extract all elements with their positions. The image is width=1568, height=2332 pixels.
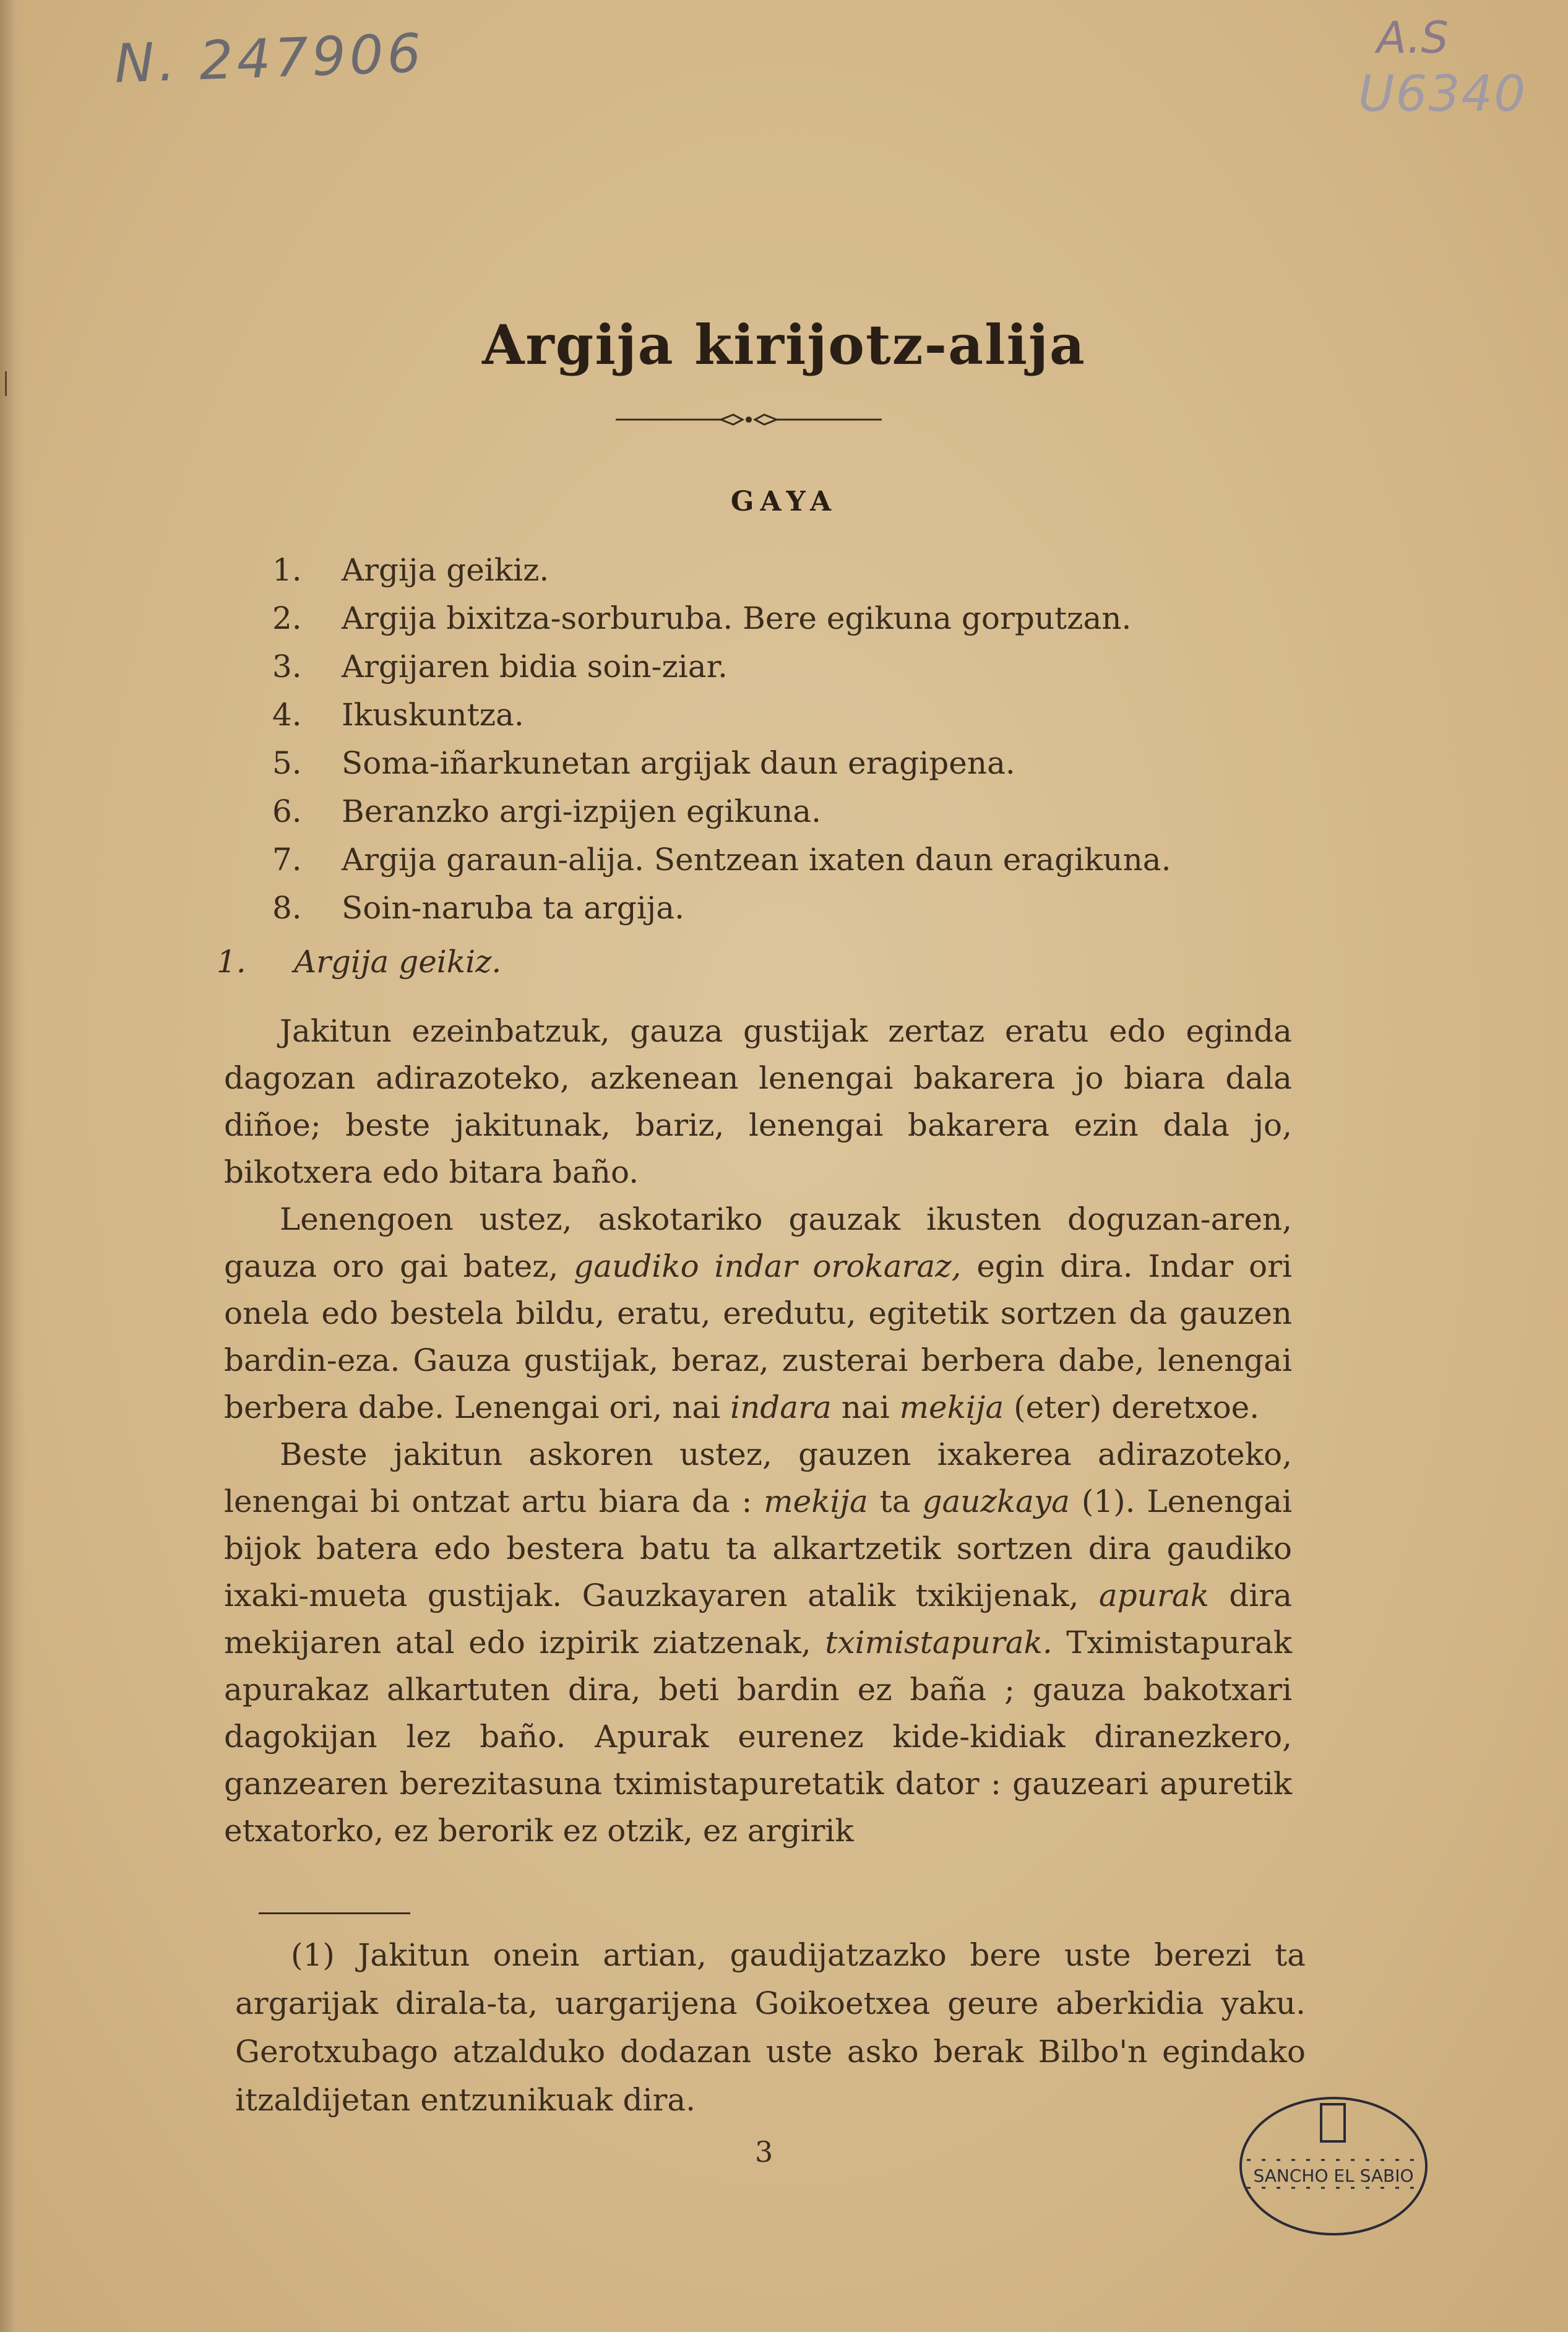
- italic-term: mekija: [764, 1483, 868, 1519]
- table-of-contents: [272, 546, 1171, 932]
- toc-number: 3.: [272, 649, 302, 684]
- toc-text: Argija garaun-alija. Sentzean ixaten daun eragikuna.: [342, 842, 1171, 878]
- library-stamp: [1228, 2092, 1439, 2240]
- text-run: ta: [868, 1483, 923, 1519]
- italic-term: gauzkaya: [922, 1483, 1070, 1519]
- handwritten-code-top: A.S: [1377, 12, 1449, 63]
- toc-text: Argija bixitza-sorburuba. Bere egikuna gorputzan.: [342, 600, 1132, 636]
- toc-text: Ikuskuntza.: [342, 697, 524, 733]
- italic-term: tximistapurak.: [825, 1625, 1053, 1660]
- paragraph: [224, 1431, 1292, 1854]
- toc-number: 4.: [272, 697, 302, 733]
- paragraph: Jakitun ezeinbatzuk, gauza gustijak zertaz eratu edo eginda dagozan adirazoteko, azkenean lenengai bakarera jo biara dala diñoe; beste jakitunak, bariz, lenengai bakarera ezin dala jo, bikotxera edo bitara baño.: [224, 1013, 1292, 1190]
- handwritten-shelf-number: N. 247906: [113, 22, 426, 95]
- toc-text: Argija geikiz.: [342, 552, 549, 588]
- toc-text: Beranzko argi-izpijen egikuna.: [342, 793, 821, 829]
- title-ornament: [616, 413, 882, 426]
- contents-heading: GAYA: [730, 486, 838, 517]
- toc-item: [272, 546, 1171, 594]
- toc-item: [272, 642, 1171, 691]
- toc-item: [272, 691, 1171, 739]
- footnote: (1) Jakitun onein artian, gaudijatzazko bere uste berezi ta argarijak dirala-ta, uargarijena Goikoetxea geure aberkidia yaku. Gerotxubago atzalduko dodazan uste asko berak Bilbo'n egindako itzaldijetan entzunikuak dira.: [235, 1937, 1306, 2118]
- toc-item: [272, 594, 1171, 642]
- text-run: nai: [831, 1389, 900, 1425]
- toc-item: [272, 884, 1171, 932]
- toc-number: 7.: [272, 842, 302, 878]
- italic-term: apurak: [1098, 1578, 1209, 1613]
- toc-number: 6.: [272, 793, 302, 829]
- body-text: [224, 1008, 1292, 1854]
- paragraph: [224, 1196, 1292, 1431]
- section-heading: [217, 944, 501, 980]
- footnote-divider: [259, 1912, 410, 1914]
- page-number: 3: [755, 2135, 773, 2169]
- toc-number: 1.: [272, 552, 302, 588]
- handwritten-code-bottom: U6340: [1358, 65, 1527, 123]
- toc-item: [272, 787, 1171, 836]
- italic-term: gaudiko indar orokaraz,: [574, 1248, 962, 1284]
- text-run: (eter) deretxoe.: [1004, 1389, 1260, 1425]
- text-run: dira mekijaren atal edo izpirik ziatzenak,: [224, 1578, 1292, 1660]
- section-number: 1.: [217, 944, 246, 980]
- italic-term: mekija: [899, 1389, 1004, 1425]
- stamp-text: SANCHO EL SABIO: [1253, 2166, 1414, 2186]
- toc-item: [272, 739, 1171, 787]
- page-title: Argija kirijotz-alija: [482, 313, 1086, 377]
- italic-term: indara: [730, 1389, 832, 1425]
- toc-item: [272, 836, 1171, 884]
- toc-number: 8.: [272, 890, 302, 926]
- text-run: (1). Lenengai bijok batera edo bestera batu ta alkartzetik sortzen dira gaudiko ixaki-mueta gustijak. Gauzkayaren atalik txikijenak,: [224, 1483, 1292, 1613]
- text-run: egin dira. Indar ori onela edo bestela bildu, eratu, eredutu, egitetik sortzen da gauzen bardin-eza. Gauza gustijak, beraz, zusterai berbera dabe, lenengai berbera dabe. Lenengai ori, nai: [224, 1248, 1292, 1425]
- text-run: Tximistapurak apurakaz alkartuten dira, beti bardin ez baña ; gauza bakotxari dagokijan lez baño. Apurak eurenez kide-kidiak diranezkero, ganzearen berezitasuna tximistapuretatik dator : gauzeari apuretik etxatorko, ez berorik ez otzik, ez argirik: [224, 1625, 1292, 1849]
- toc-text: Soma-iñarkunetan argijak daun eragipena.: [342, 745, 1015, 781]
- text-run: Beste jakitun askoren ustez, gauzen ixakerea adirazoteko, lenengai bi ontzat artu biara da :: [224, 1436, 1292, 1519]
- section-title: Argija geikiz.: [294, 944, 502, 980]
- text-run: Lenengoen ustez, askotariko gauzak ikusten doguzan-aren, gauza oro gai batez,: [224, 1201, 1292, 1284]
- toc-text: Soin-naruba ta argija.: [342, 890, 684, 926]
- toc-text: Argijaren bidia soin-ziar.: [342, 649, 728, 684]
- toc-number: 2.: [272, 600, 302, 636]
- toc-number: 5.: [272, 745, 302, 781]
